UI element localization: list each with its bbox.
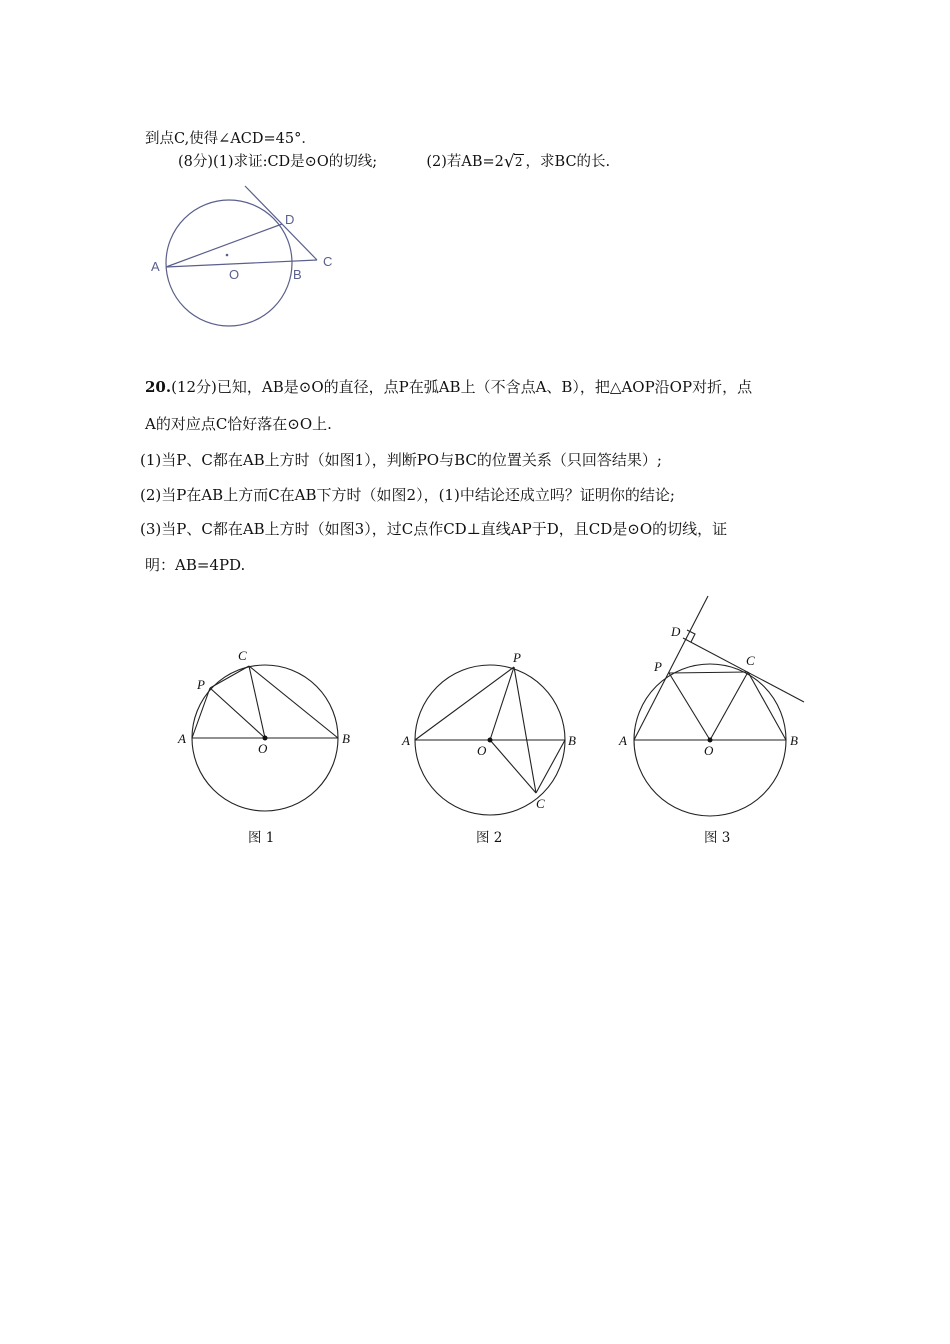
fig2-center-dot [488, 738, 493, 743]
fig1-line-pc [210, 666, 249, 688]
fig3-line-po [669, 673, 710, 740]
fig3-label-d: D [671, 624, 681, 639]
fig1-center-dot [263, 736, 268, 741]
problem19-part2-prefix: (2)若AB=2 [426, 154, 504, 170]
fig1-label-a: A [178, 731, 186, 746]
fig2-label-a: A [402, 733, 410, 748]
fig2-label-c: C [536, 796, 545, 811]
fig3-center-dot [708, 738, 713, 743]
fig1-caption: 图 1 [248, 830, 275, 846]
problem20-q2: (2)当P在AB上方而C在AB下方时（如图2），(1)中结论还成立吗？证明你的结论; [140, 486, 675, 504]
fig3-caption: 图 3 [704, 830, 731, 846]
p19-line-ac [166, 260, 317, 267]
fig2-label-p: P [513, 650, 521, 665]
p19-label-a: A [151, 259, 160, 274]
problem19-figure [140, 178, 360, 338]
sqrt-argument: 2 [514, 155, 523, 169]
fig1-label-o: O [258, 741, 268, 756]
problem19-line1: 到点C,使得∠ACD=45°． [145, 131, 316, 147]
fig2-line-oc [490, 740, 536, 793]
fig2-line-po [490, 667, 514, 740]
fig3-label-b: B [790, 733, 798, 748]
fig1-label-p: P [197, 677, 205, 692]
p19-center-dot [226, 254, 229, 257]
problem20-number: 20. [145, 378, 172, 396]
p19-tangent-cd [245, 186, 317, 260]
problem20-q1: (1)当P、C都在AB上方时（如图1），判断PO与BC的位置关系（只回答结果）; [140, 451, 662, 469]
figures-row [0, 590, 950, 830]
fig3-label-p: P [654, 659, 662, 674]
fig2-label-o: O [477, 743, 487, 758]
p19-label-c: C [323, 254, 333, 269]
problem20-stem1 [145, 376, 752, 397]
fig1-line-po [210, 688, 265, 738]
p19-label-d: D [285, 212, 295, 227]
sqrt-symbol: √ 2 [503, 152, 523, 172]
fig2-caption: 图 2 [476, 830, 503, 846]
fig3-label-c: C [746, 653, 755, 668]
fig3-label-o: O [704, 743, 714, 758]
fig3-label-a: A [619, 733, 627, 748]
fig1-line-ap [192, 688, 210, 738]
problem20-stem2: A的对应点C恰好落在⊙O上. [145, 415, 332, 433]
problem19-part2-suffix: ，求BC的长. [525, 154, 611, 170]
problem20-q3-line1: (3)当P、C都在AB上方时（如图3），过C点作CD⊥直线AP于D，且CD是⊙O的切线，证 [140, 520, 728, 538]
fig2-line-ap [415, 667, 514, 740]
problem19-line2 [178, 150, 610, 171]
fig3-line-co [710, 672, 748, 740]
figure-3 [634, 596, 804, 816]
fig1-label-c: C [238, 648, 247, 663]
fig3-line-pc [669, 672, 748, 673]
p19-line-ad [166, 224, 282, 267]
fig1-label-b: B [342, 731, 350, 746]
problem20-q3-line2: 明：AB=4PD. [145, 556, 246, 574]
problem20-stem1-text: (12分)已知，AB是⊙O的直径，点P在弧AB上（不含点A、B），把△AOP沿OP对折，点 [171, 378, 753, 396]
fig2-line-pc [514, 667, 536, 793]
p19-label-o: O [229, 267, 240, 282]
fig3-tangent-dc [683, 638, 804, 702]
problem19-part1: (8分)(1)求证:CD是⊙O的切线; [178, 154, 378, 170]
fig2-label-b: B [568, 733, 576, 748]
p19-label-b: B [293, 267, 302, 282]
p19-circle [166, 200, 295, 326]
